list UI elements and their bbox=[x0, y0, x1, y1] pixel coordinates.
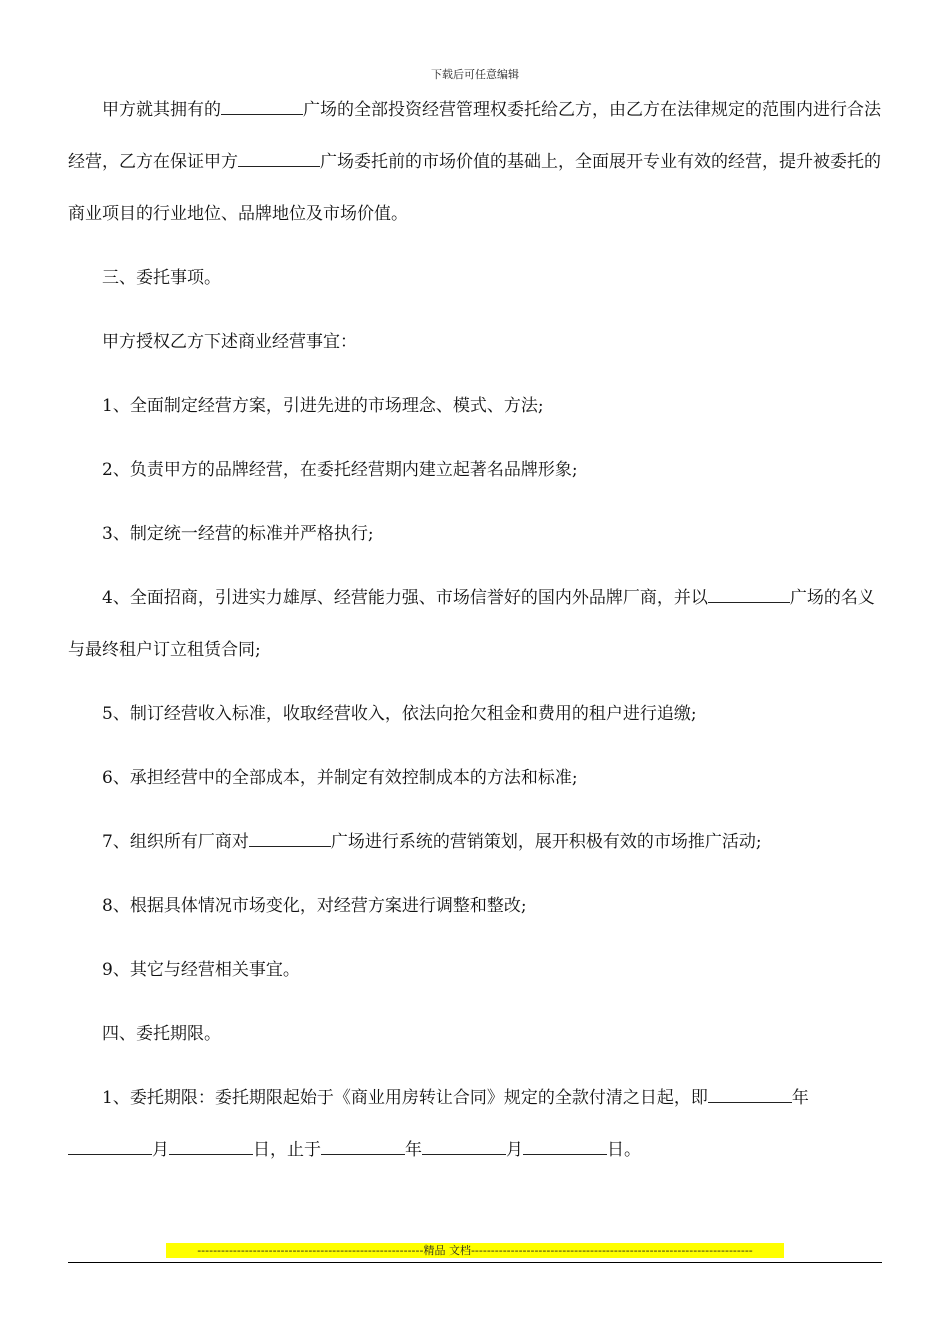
list-item-4 bbox=[68, 572, 884, 676]
section-three-title: 三、委托事项。 bbox=[102, 268, 221, 288]
footer-divider bbox=[68, 1262, 882, 1263]
list-item-5: 5、制订经营收入标准，收取经营收入，依法向抢欠租金和费用的租户进行追缴; bbox=[102, 704, 697, 724]
blank-field bbox=[321, 1153, 405, 1155]
list-item-1: 1、全面制定经营方案，引进先进的市场理念、模式、方法; bbox=[102, 396, 544, 416]
text: 7、组织所有厂商对 bbox=[102, 832, 249, 852]
section-four-title: 四、委托期限。 bbox=[102, 1024, 221, 1044]
list-item-9: 9、其它与经营相关事宜。 bbox=[102, 960, 300, 980]
text: 广场委托前的市场价值的基础上，全面展开专业有效的经营，提升被委托的商业项目的行业地位、品牌地位及市场价值。 bbox=[68, 152, 881, 224]
list-item-6: 6、承担经营中的全部成本，并制定有效控制成本的方法和标准; bbox=[102, 768, 578, 788]
list-item-8: 8、根据具体情况市场变化，对经营方案进行调整和整改; bbox=[102, 896, 527, 916]
blank-field bbox=[221, 113, 303, 115]
text: 年 bbox=[405, 1140, 422, 1160]
footer-label: 精品 文档 bbox=[423, 1244, 471, 1257]
header-note: 下载后可任意编辑 bbox=[431, 68, 519, 81]
text: 4、全面招商，引进实力雄厚、经营能力强、市场信誉好的国内外品牌厂商，并以 bbox=[102, 588, 708, 608]
footer-dashes: --------------------------------------------------------- bbox=[197, 1244, 424, 1257]
text: 月 bbox=[152, 1140, 169, 1160]
document-body bbox=[68, 84, 884, 1176]
text: 1、委托期限：委托期限起始于《商业用房转让合同》规定的全款付清之日起，即 bbox=[102, 1088, 708, 1108]
blank-field bbox=[238, 165, 320, 167]
footer-dashes: ----------------------------------------------------------------------- bbox=[470, 1244, 753, 1257]
blank-field bbox=[249, 845, 331, 847]
blank-field bbox=[422, 1153, 506, 1155]
list-item-2: 2、负责甲方的品牌经营，在委托经营期内建立起著名品牌形象; bbox=[102, 460, 578, 480]
blank-field bbox=[708, 601, 790, 603]
text: 月 bbox=[506, 1140, 523, 1160]
blank-field bbox=[169, 1153, 253, 1155]
text: 广场进行系统的营销策划，展开积极有效的市场推广活动; bbox=[330, 832, 762, 852]
text: 甲方就其拥有的 bbox=[102, 100, 221, 120]
text: 广场的全部投资经营管理权委托给乙方，由乙方在法律规定的范围内进行合法经营，乙方在保证甲方 bbox=[68, 100, 881, 172]
blank-field bbox=[68, 1153, 152, 1155]
list-item-7 bbox=[68, 816, 884, 868]
authorization-intro: 甲方授权乙方下述商业经营事宜： bbox=[102, 332, 357, 352]
text: 广场的名义与最终租户订立租赁合同; bbox=[68, 588, 875, 660]
text: 年 bbox=[791, 1088, 809, 1108]
footer-watermark bbox=[166, 1243, 784, 1258]
text: 日。 bbox=[607, 1140, 641, 1160]
list-item-3: 3、制定统一经营的标准并严格执行; bbox=[102, 524, 374, 544]
blank-field bbox=[523, 1153, 607, 1155]
term-item-1 bbox=[68, 1072, 884, 1176]
paragraph-entrustment-scope bbox=[68, 84, 884, 240]
text: 日，止于 bbox=[253, 1140, 321, 1160]
blank-field bbox=[708, 1101, 792, 1103]
